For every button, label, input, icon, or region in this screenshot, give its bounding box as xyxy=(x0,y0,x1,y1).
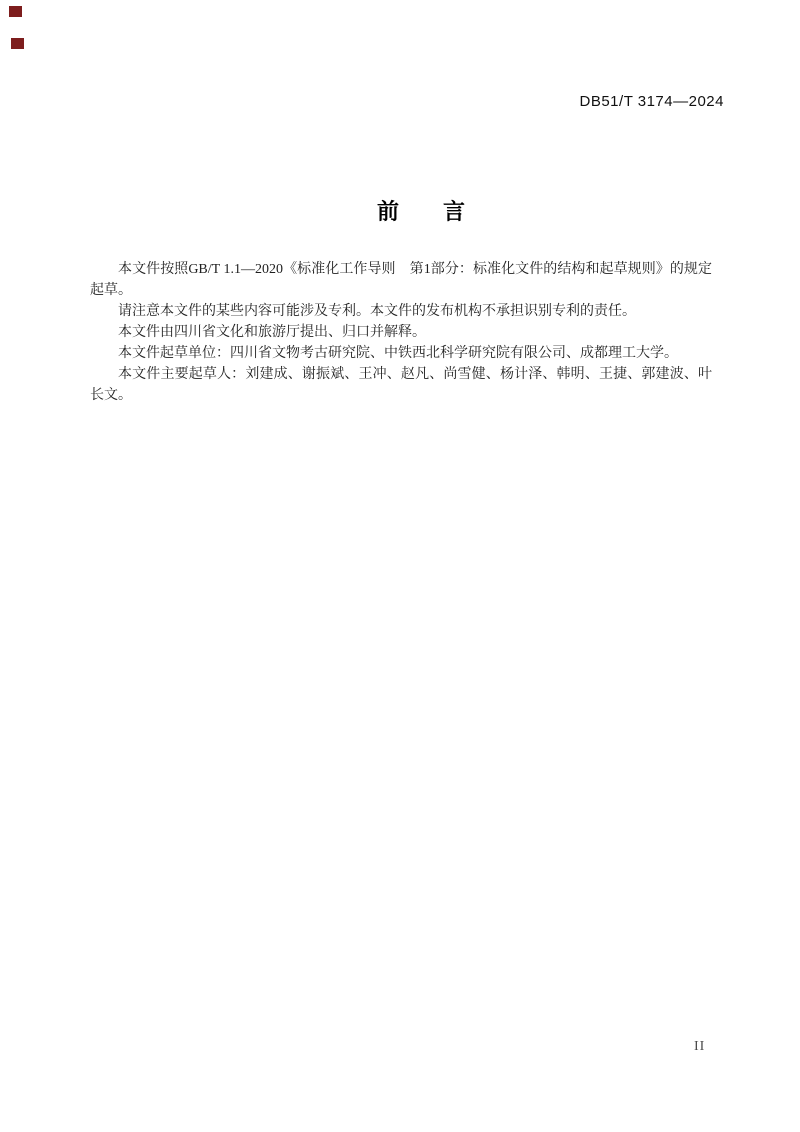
scan-artifact-top xyxy=(9,6,22,17)
paragraph-patent-notice: 请注意本文件的某些内容可能涉及专利。本文件的发布机构不承担识别专利的责任。 xyxy=(118,304,636,319)
paragraph-drafting-organizations: 本文件起草单位：四川省文物考古研究院、中铁西北科学研究院有限公司、成都理工大学。 xyxy=(118,346,678,361)
standard-number: DB51/T 3174—2024 xyxy=(579,93,724,110)
paragraph-proposing-body: 本文件由四川省文化和旅游厅提出、归口并解释。 xyxy=(118,325,426,340)
paragraph-drafting-rules: 本文件按照GB/T 1.1—2020《标准化工作导则 第1部分：标准化文件的结构和起草规则》的规定起草。 xyxy=(90,262,712,298)
page-number: II xyxy=(694,1039,706,1054)
scan-artifact-bottom xyxy=(11,38,24,49)
paragraph-main-drafters: 本文件主要起草人：刘建成、谢振斌、王冲、赵凡、尚雪健、杨计泽、韩明、王捷、郭建波、叶长文。 xyxy=(90,367,712,403)
foreword-body xyxy=(90,259,712,406)
page-title: 前 言 xyxy=(376,199,465,224)
